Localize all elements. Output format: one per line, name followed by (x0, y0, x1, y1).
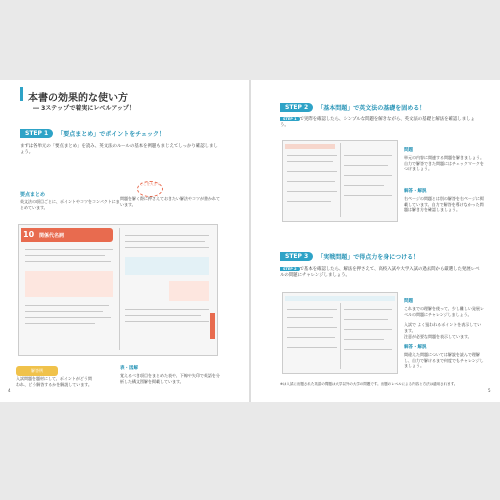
step3-pill: STEP 3 (280, 252, 313, 261)
text-line (287, 181, 335, 182)
text-line (25, 323, 95, 324)
text-line (344, 155, 392, 156)
table-block-right (169, 281, 209, 301)
step3-header (280, 252, 419, 261)
gutter (249, 80, 251, 402)
text-line (287, 161, 333, 162)
step1-pill: STEP 1 (20, 129, 53, 138)
step1-body: まずは各単元の「要点まとめ」を読み、英文法のルールの基本を例題もまじえてしっかり確認しましょう。 (20, 144, 218, 155)
text-line (344, 329, 392, 330)
text-line (344, 339, 384, 340)
step2-header (280, 103, 425, 112)
practice-answer-label: 解答・解説 (404, 345, 427, 350)
text-line (344, 165, 388, 166)
step2-text: で実際を確認したら、シンプルな問題を解きながら、英文法の基礎と解法を確認しましょう。 (280, 117, 475, 128)
text-line (344, 185, 384, 186)
step2-pill: STEP 2 (280, 103, 313, 112)
text-line (25, 255, 105, 256)
header-strip (285, 296, 395, 301)
step2-body (280, 116, 480, 129)
text-line (287, 309, 337, 310)
chapter-number: 10 (23, 230, 35, 239)
title-accent (20, 87, 23, 101)
problem-text: 単元の内容に関連する問題を解きましょう。自力で解答できた問題にはチェックマークをつけましょう。 (404, 155, 484, 171)
text-line (25, 311, 103, 312)
text-line (25, 317, 111, 318)
practice-problem-image (282, 292, 398, 374)
answer-label: 解答・解説 (404, 189, 427, 194)
text-line (287, 327, 337, 328)
book-gutter (340, 303, 341, 369)
text-line (287, 171, 337, 172)
sample-page-image (18, 224, 218, 356)
text-line (344, 175, 392, 176)
problem-label: 問題 (404, 148, 413, 153)
text-line (25, 249, 113, 250)
step3-heading: 「実戦問題」で得点力を身につける！ (317, 254, 420, 261)
chapter-band (21, 228, 113, 242)
text-line (125, 241, 205, 242)
text-line (25, 305, 109, 306)
text-line (287, 317, 333, 318)
table-diagram-label: 表・図解 (120, 366, 138, 371)
side-tab (210, 313, 215, 339)
text-line (125, 235, 209, 236)
book-gutter (340, 143, 341, 217)
example-block (125, 257, 209, 275)
text-line (344, 319, 388, 320)
page-number-left: 4 (8, 388, 11, 393)
caution-note: 注意が必要な問題を表示しています。 (404, 334, 472, 339)
step3-text: で基本を確認したら、解法を押さえて、高校入試や大学入試の過去問から厳選した発展レベルの問題にチャレンジしましょう。 (280, 267, 480, 278)
page-number-right: 5 (488, 388, 491, 393)
text-line (25, 261, 111, 262)
answer-example-tag: 解答例 (16, 366, 58, 376)
table-block (25, 271, 113, 297)
text-line (125, 309, 209, 310)
text-line (344, 195, 392, 196)
youten-label: 要点まとめ (20, 192, 46, 198)
header-strip (285, 144, 335, 149)
bottom-right-text: 覚えるべき項目をまとめた表や、下線や矢印で英語を分析した構文図解を掲載しています。 (120, 373, 220, 384)
practice-problem-text: これまでの理解を使って、少し難しい発展レベルの問題にチャレンジしましょう。 (404, 306, 484, 317)
step3-body (280, 266, 480, 279)
text-line (125, 247, 209, 248)
text-line (287, 201, 331, 202)
text-line (287, 347, 337, 348)
emphasis-bubble: ここを大きく (137, 181, 163, 197)
text-line (287, 191, 337, 192)
book-gutter (119, 228, 120, 350)
frequent-note: 入試で よく狙われるポイントを表示しています。 (404, 322, 482, 333)
bottom-left-text: 入試問題を題材にして、ポイントがどう問われ、どう解答するかを解説しています。 (16, 376, 92, 387)
step3-badge: STEP 2 (280, 267, 300, 271)
answer-text: 右ページの問題とは別の解答を右ページに掲載しています。自力で解答を導けなかった問題は解き方を確認しましょう。 (404, 196, 484, 212)
footnote: ※は入試に出題された英語の問題は大学以外の大学の問題です。出題のレベルによる内容と方法は適用されます。 (280, 382, 458, 386)
step1-header (20, 129, 165, 138)
page-subtitle: ― 3ステップで着実にレベルアップ！ (33, 105, 135, 112)
text-line (125, 315, 201, 316)
text-line (125, 321, 209, 322)
basic-problem-image (282, 140, 398, 222)
page-title: 本書の効果的な使い方 (28, 93, 128, 104)
practice-answer-text: 間違えた問題については解説を読んで理解し、自力で解けるまで何度でもチャレンジしましょう。 (404, 352, 484, 368)
chapter-title: 関係代名詞 (39, 233, 65, 239)
text-line (344, 349, 392, 350)
youten-text: 英文法の項目ごとに、ポイントやコツをコンパクトにまとめています。 (20, 199, 120, 210)
text-line (287, 337, 335, 338)
practice-problem-label: 問題 (404, 299, 413, 304)
step1-heading: 「要点まとめ」でポイントをチェック！ (57, 131, 166, 138)
question-hint-text: 問題を解く際に押さえておきたい解法やコツが書かれています。 (120, 196, 220, 207)
text-line (287, 155, 337, 156)
step2-heading: 「基本問題」で英文法の基礎を固める！ (317, 105, 426, 112)
step2-badge: STEP 1 (280, 117, 300, 121)
text-line (344, 309, 392, 310)
